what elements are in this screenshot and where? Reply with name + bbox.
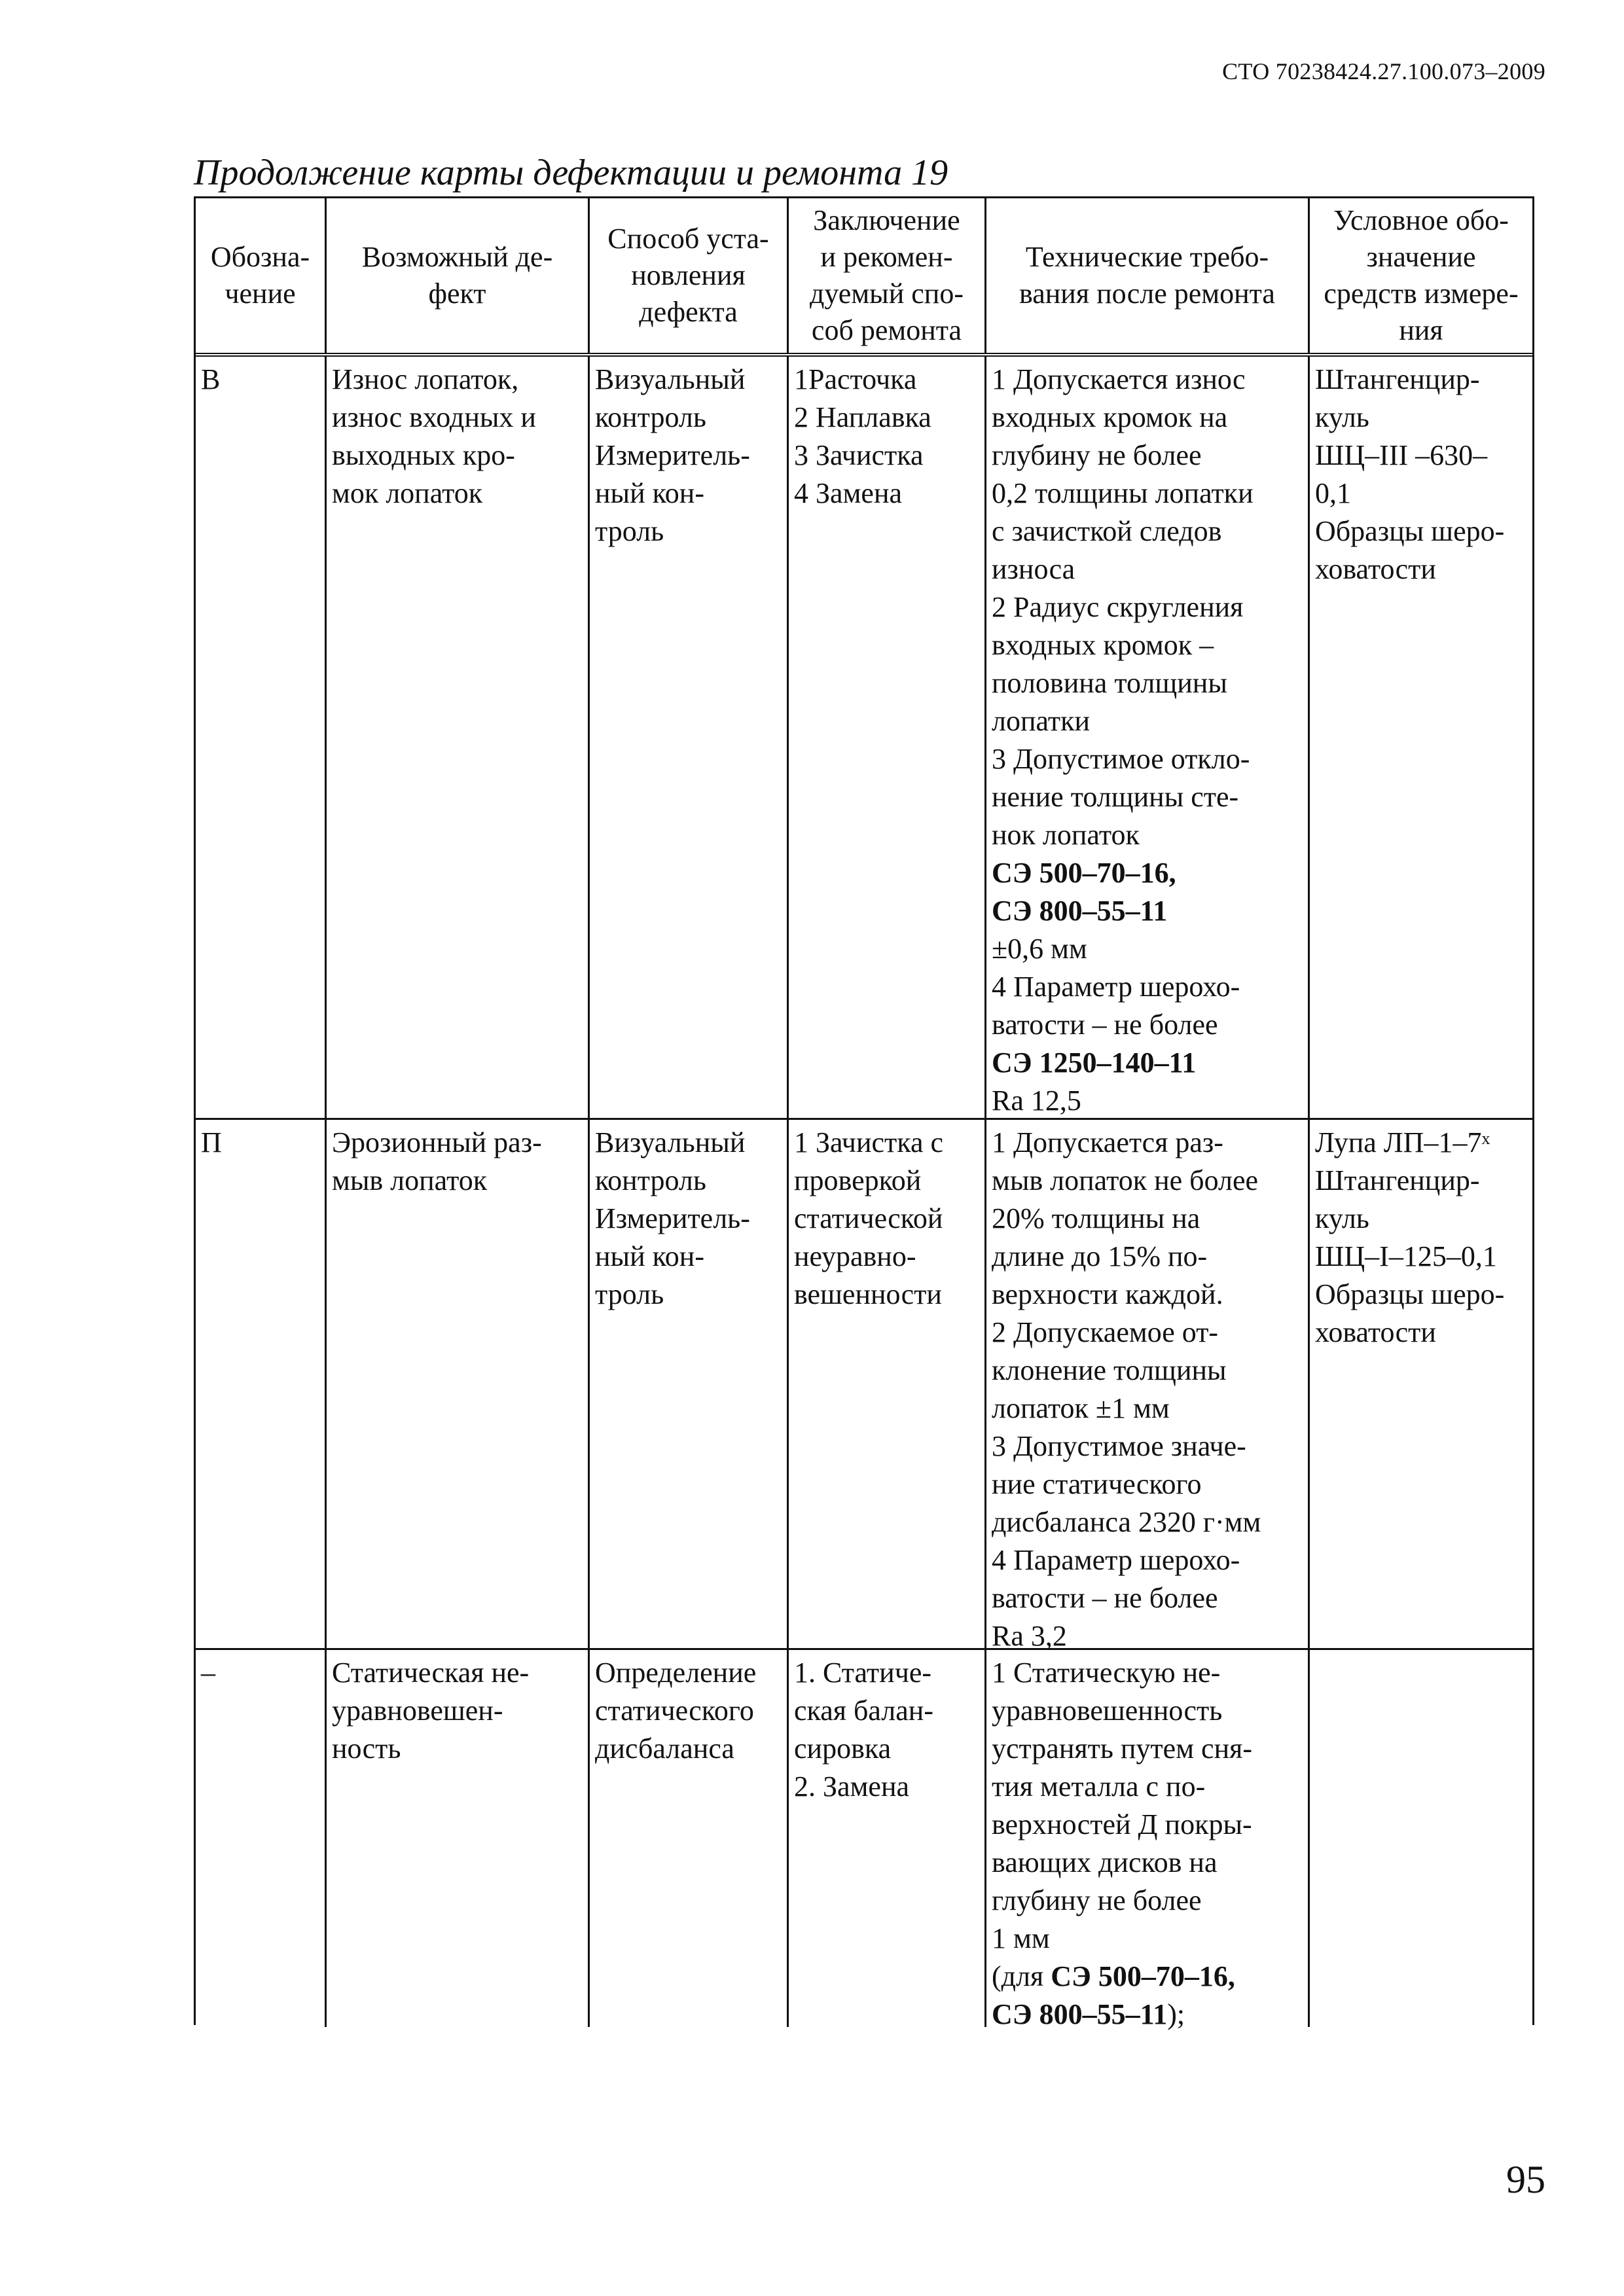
text-line: статического <box>595 1695 754 1727</box>
text-line: вания после ремонта <box>1019 278 1275 310</box>
requirement-line: уравновешенность <box>992 1695 1223 1727</box>
text-line: Износ лопаток, <box>332 363 519 395</box>
text-line: 4 Замена <box>794 477 903 509</box>
requirement-line: тия металла с по- <box>992 1770 1206 1803</box>
requirement-line: верхности каждой. <box>992 1278 1223 1310</box>
requirement-line: длине до 15% по- <box>992 1240 1208 1272</box>
text-line: 1. Статиче- <box>794 1657 932 1689</box>
text-line: Штангенцир- <box>1315 1164 1480 1196</box>
text-line: Эрозионный раз- <box>332 1126 542 1158</box>
requirement-line: клонение толщины <box>992 1354 1227 1386</box>
header-repair <box>789 198 986 353</box>
requirement-line: ватости – не более <box>992 1582 1218 1614</box>
cell-method <box>590 357 789 1118</box>
table-row <box>196 1650 1532 2030</box>
text-line: Статическая не- <box>332 1657 530 1689</box>
text-line: куль <box>1315 1202 1369 1234</box>
cell-repair <box>789 357 986 1118</box>
text-line: ность <box>332 1732 401 1765</box>
text-line: контроль <box>595 401 706 433</box>
cell-instruments <box>1310 357 1532 1118</box>
text-line: фект <box>428 278 486 310</box>
table-caption: Продолжение карты дефектации и ремонта 19 <box>194 152 948 193</box>
requirement-line: Ra 12,5 <box>992 1085 1081 1117</box>
requirement-line: СЭ 800–55–11 <box>992 895 1168 927</box>
text-line: дуемый спо- <box>809 278 964 310</box>
text-line: выходных кро- <box>332 439 515 471</box>
requirement-line: вающих дисков на <box>992 1846 1218 1878</box>
text-line: Визуальный <box>595 1126 746 1158</box>
cell-instruments <box>1310 1650 1532 2027</box>
requirement-line <box>992 1958 1303 1996</box>
cell-repair <box>789 1120 986 1648</box>
text-line: статической <box>794 1202 943 1234</box>
requirement-line: входных кромок – <box>992 629 1214 661</box>
requirement-line: с зачисткой следов <box>992 515 1222 547</box>
requirement-line: глубину не более <box>992 439 1202 471</box>
cell-repair <box>789 1650 986 2027</box>
text-line: износ входных и <box>332 401 536 433</box>
text-line: ния <box>1399 314 1443 346</box>
text-line: Измеритель- <box>595 439 750 471</box>
requirement-line: 1 мм <box>992 1922 1050 1954</box>
requirement-line: 1 Статическую не- <box>992 1657 1221 1689</box>
defect-repair-table <box>194 196 1534 2030</box>
cell-method <box>590 1120 789 1648</box>
requirement-line: 1 Допускается износ <box>992 363 1246 395</box>
requirement-segment: ); <box>1167 1998 1185 2030</box>
header-designation <box>196 198 327 353</box>
text-line: дефекта <box>639 296 738 328</box>
text-line: значение <box>1366 241 1476 273</box>
text-line: Способ уста- <box>607 223 769 255</box>
text-line: уравновешен- <box>332 1695 503 1727</box>
requirement-line: ватости – не более <box>992 1009 1218 1041</box>
requirement-line: 20% толщины на <box>992 1202 1200 1234</box>
cell-defect <box>327 357 590 1118</box>
text-line: проверкой <box>794 1164 922 1196</box>
text-line: неуравно- <box>794 1240 916 1272</box>
cell-defect <box>327 1650 590 2027</box>
requirement-segment: (для <box>992 1960 1051 1992</box>
text-line: Лупа ЛП–1–7ˣ <box>1315 1126 1490 1158</box>
requirement-line: верхностей Д покры- <box>992 1808 1252 1840</box>
text-line: и рекомен- <box>820 241 953 273</box>
page-number: 95 <box>1506 2158 1545 2201</box>
text-line: ШЦ–III –630– <box>1315 439 1488 471</box>
text-line: Штангенцир- <box>1315 363 1480 395</box>
text-line: мыв лопаток <box>332 1164 488 1196</box>
requirement-segment: СЭ 800–55–11 <box>992 1998 1168 2030</box>
text-line: ный кон- <box>595 477 704 509</box>
text-line: троль <box>595 1278 664 1310</box>
requirement-line: 4 Параметр шерохо- <box>992 971 1240 1003</box>
requirement-line: ние статического <box>992 1468 1202 1500</box>
text-line: сировка <box>794 1732 892 1765</box>
text-line: ный кон- <box>595 1240 704 1272</box>
requirement-line: лопатки <box>992 705 1091 737</box>
cell-instruments <box>1310 1120 1532 1648</box>
cell-requirements <box>986 357 1310 1118</box>
requirement-line: устранять путем сня- <box>992 1732 1253 1765</box>
text-line: 2 Наплавка <box>794 401 931 433</box>
header-instruments <box>1310 198 1532 353</box>
text-line: Образцы шеро- <box>1315 1278 1505 1310</box>
text-line: мок лопаток <box>332 477 483 509</box>
cell-designation: П <box>196 1120 327 1648</box>
text-line: дисбаланса <box>595 1732 734 1765</box>
text-line: средств измере- <box>1324 278 1519 310</box>
text-line: 2. Замена <box>794 1770 910 1803</box>
text-line: Возможный де- <box>361 241 553 273</box>
requirement-line: 1 Допускается раз- <box>992 1126 1223 1158</box>
text-line: 1 Зачистка с <box>794 1126 944 1158</box>
header-defect <box>327 198 590 353</box>
text-line: Определение <box>595 1657 757 1689</box>
requirement-segment: СЭ 500–70–16, <box>1051 1960 1235 1992</box>
cell-method <box>590 1650 789 2027</box>
text-line: чение <box>225 278 296 310</box>
text-line: 3 Зачистка <box>794 439 924 471</box>
requirement-line: 3 Допустимое значе- <box>992 1430 1246 1462</box>
cell-designation: – <box>196 1650 327 2027</box>
table-row <box>196 1120 1532 1650</box>
requirement-line: лопаток ±1 мм <box>992 1392 1170 1424</box>
text-line: соб ремонта <box>811 314 962 346</box>
cell-designation: В <box>196 357 327 1118</box>
requirement-line: половина толщины <box>992 667 1227 699</box>
text-line: 0,1 <box>1315 477 1351 509</box>
text-line: Технические требо- <box>1025 241 1269 273</box>
text-line: Обозна- <box>210 241 310 273</box>
requirement-line: мыв лопаток не более <box>992 1164 1258 1196</box>
header-method <box>590 198 789 353</box>
header-code: СТО 70238424.27.100.073–2009 <box>1222 58 1545 84</box>
text-line: ховатости <box>1315 553 1436 585</box>
requirement-line <box>992 1996 1303 2034</box>
requirement-line: ±0,6 мм <box>992 933 1087 965</box>
requirement-line: износа <box>992 553 1075 585</box>
requirement-line: 2 Допускаемое от- <box>992 1316 1219 1348</box>
text-line: новления <box>631 259 746 291</box>
text-line: Образцы шеро- <box>1315 515 1505 547</box>
text-line: троль <box>595 515 664 547</box>
text-line: Измеритель- <box>595 1202 750 1234</box>
header-requirements <box>986 198 1310 353</box>
requirement-line: нок лопаток <box>992 819 1140 851</box>
text-line: контроль <box>595 1164 706 1196</box>
text-line: 1Расточка <box>794 363 917 395</box>
text-line: Визуальный <box>595 363 746 395</box>
requirement-line: Ra 3,2 <box>992 1620 1067 1652</box>
text-line: ская балан- <box>794 1695 933 1727</box>
requirement-line: входных кромок на <box>992 401 1228 433</box>
text-line: Условное обо- <box>1333 204 1509 236</box>
requirement-line: дисбаланса 2320 г·мм <box>992 1506 1261 1538</box>
text-line: куль <box>1315 401 1369 433</box>
text-line: вешенности <box>794 1278 942 1310</box>
requirement-line: глубину не более <box>992 1884 1202 1916</box>
requirement-line: 2 Радиус скругления <box>992 591 1244 623</box>
text-line: ШЦ–I–125–0,1 <box>1315 1240 1497 1272</box>
requirement-line: 4 Параметр шерохо- <box>992 1544 1240 1576</box>
cell-requirements <box>986 1120 1310 1652</box>
table-row <box>196 357 1532 1120</box>
cell-requirements <box>986 1650 1310 2030</box>
requirement-line: СЭ 500–70–16, <box>992 857 1176 889</box>
requirement-line: нение толщины сте- <box>992 781 1239 813</box>
cell-defect <box>327 1120 590 1648</box>
requirement-line: СЭ 1250–140–11 <box>992 1047 1197 1079</box>
requirement-line: 0,2 толщины лопатки <box>992 477 1254 509</box>
table-header-row <box>196 198 1532 357</box>
requirement-line: 3 Допустимое откло- <box>992 743 1250 775</box>
text-line: Заключение <box>813 204 960 236</box>
text-line: ховатости <box>1315 1316 1436 1348</box>
